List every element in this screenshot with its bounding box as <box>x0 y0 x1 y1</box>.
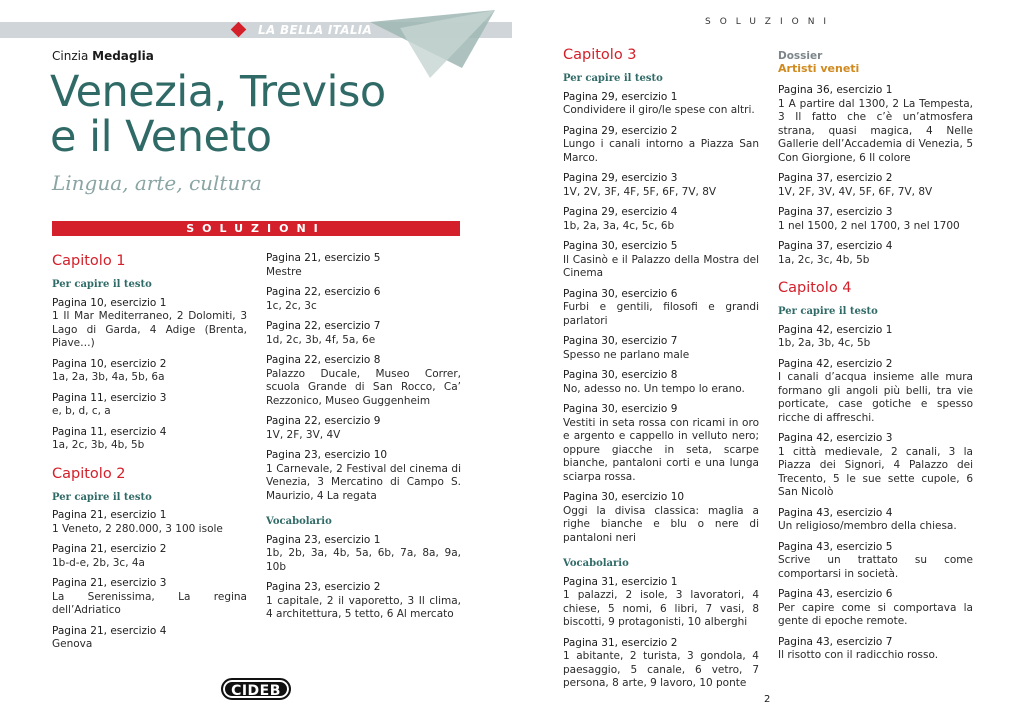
exercise-entry <box>52 297 247 351</box>
exercise-ref: Pagina 37, esercizio 4 <box>778 240 893 252</box>
exercise-answer: Per capire come si comportava la gente di epoche remote. <box>778 601 973 627</box>
exercise-answer: 1V, 2V, 3F, 4F, 5F, 6F, 7V, 8V <box>563 185 717 198</box>
exercise-entry <box>52 543 247 570</box>
exercise-answer: Scrive un trattato su come comportarsi in società. <box>778 554 973 580</box>
chapter-heading: Capitolo 1 <box>52 253 126 269</box>
exercise-answer: Mestre <box>266 265 302 278</box>
publisher-logo: CIDEB <box>221 678 291 700</box>
exercise-answer: 1d, 2c, 3b, 4f, 5a, 6e <box>266 333 376 346</box>
exercise-ref: Pagina 21, esercizio 5 <box>266 252 381 264</box>
exercise-answer: 1b-d-e, 2b, 3c, 4a <box>52 556 145 569</box>
book-subtitle: Lingua, arte, cultura <box>52 171 262 195</box>
exercise-entry <box>778 240 973 267</box>
exercise-entry <box>778 507 973 534</box>
page-number: 2 <box>764 694 771 705</box>
section-heading: Per capire il testo <box>563 73 663 84</box>
exercise-answer: Condividere il giro/le spese con altri. <box>563 104 755 116</box>
exercise-ref: Pagina 29, esercizio 2 <box>563 124 678 137</box>
exercise-answer: Spesso ne parlano male <box>563 348 690 361</box>
exercise-ref: Pagina 42, esercizio 3 <box>778 432 893 444</box>
exercise-entry <box>563 576 759 630</box>
exercise-ref: Pagina 22, esercizio 6 <box>266 286 381 298</box>
exercise-answer: Lungo i canali intorno a Piazza San Marco. <box>563 138 759 164</box>
exercise-entry <box>52 577 247 618</box>
exercise-entry <box>52 509 247 536</box>
exercise-ref: Pagina 43, esercizio 5 <box>778 540 893 553</box>
exercise-entry <box>563 125 759 166</box>
exercise-entry <box>266 581 461 622</box>
exercise-entry <box>563 206 759 233</box>
exercise-entry <box>266 286 461 313</box>
exercise-answer: 1 Il Mar Mediterraneo, 2 Dolomiti, 3 Lago di Garda, 4 Adige (Brenta, Piave…) <box>52 310 247 349</box>
exercise-entry <box>563 335 759 362</box>
exercise-entry <box>778 358 973 426</box>
exercise-ref: Pagina 29, esercizio 3 <box>563 172 678 184</box>
exercise-ref: Pagina 21, esercizio 2 <box>52 543 167 555</box>
exercise-entry <box>52 358 247 385</box>
exercise-ref: Pagina 29, esercizio 4 <box>563 206 678 218</box>
exercise-answer: 1b, 2a, 3b, 4c, 5b <box>778 337 871 349</box>
exercise-answer: 1 Carnevale, 2 Festival del cinema di Venezia, 3 Mercatino di Campo S. Maurizio, 4 La regata <box>266 462 461 502</box>
title-line-2: e il Veneto <box>50 112 272 162</box>
exercise-entry <box>52 392 247 419</box>
exercise-answer: 1 nel 1500, 2 nel 1700, 3 nel 1700 <box>778 219 960 232</box>
author-last: Medaglia <box>92 49 154 63</box>
column-3 <box>563 46 759 698</box>
exercise-answer: Furbi e gentili, filosofi e grandi parlatori <box>563 301 759 327</box>
exercise-ref: Pagina 42, esercizio 1 <box>778 323 893 336</box>
exercise-answer: 1 città medievale, 2 canali, 3 la Piazza dei Signori, 4 Palazzo dei Trecento, 5 le sue sette cupole, 6 San Nicolò <box>778 445 973 498</box>
exercise-ref: Pagina 31, esercizio 1 <box>563 575 678 588</box>
exercise-entry <box>563 403 759 484</box>
exercise-answer: Vestiti in seta rossa con ricami in oro e argento e cappello in velluto nero; oppure giacche in seta, scarpe bianche, pantaloni corti e una lunga sciarpa rossa. <box>563 416 759 483</box>
title-line-1: Venezia, Treviso <box>50 67 386 117</box>
solutions-bar: SOLUZIONI <box>52 221 460 236</box>
exercise-entry <box>563 240 759 281</box>
section-heading: Per capire il testo <box>52 491 152 503</box>
exercise-answer: 1b, 2b, 3a, 4b, 5a, 6b, 7a, 8a, 9a, 10b <box>266 547 461 573</box>
exercise-entry <box>778 541 973 582</box>
exercise-ref: Pagina 23, esercizio 1 <box>266 533 381 546</box>
exercise-ref: Pagina 36, esercizio 1 <box>778 84 893 96</box>
exercise-entry <box>778 636 973 663</box>
exercise-ref: Pagina 11, esercizio 3 <box>52 391 167 404</box>
exercise-ref: Pagina 21, esercizio 4 <box>52 624 167 637</box>
exercise-entry <box>52 625 247 652</box>
exercise-entry <box>563 637 759 691</box>
series-label: LA BELLA ITALIA <box>258 23 373 37</box>
exercise-ref: Pagina 30, esercizio 6 <box>563 287 678 300</box>
exercise-entry <box>266 449 461 503</box>
exercise-entry <box>778 84 973 165</box>
exercise-answer: No, adesso no. Un tempo lo erano. <box>563 382 745 395</box>
exercise-entry <box>266 534 461 575</box>
exercise-ref: Pagina 37, esercizio 3 <box>778 206 893 218</box>
section-heading: Vocabolario <box>266 516 332 527</box>
chapter-heading: Capitolo 3 <box>563 47 637 63</box>
exercise-entry <box>52 426 247 453</box>
exercise-entry <box>563 288 759 329</box>
exercise-ref: Pagina 30, esercizio 5 <box>563 240 678 252</box>
chapter-heading: Capitolo 4 <box>778 280 852 296</box>
exercise-answer: 1 A partire dal 1300, 2 La Tempesta, 3 Il fatto che c’è un’atmosfera strana, quasi magica, 4 Nelle Gallerie dell’Accademia di Venezia, 5 Con Giorgione, 6 Il colore <box>778 97 973 164</box>
exercise-ref: Pagina 22, esercizio 8 <box>266 354 381 366</box>
exercise-answer: 1a, 2a, 3b, 4a, 5b, 6a <box>52 371 165 383</box>
column-2 <box>266 252 461 629</box>
exercise-ref: Pagina 43, esercizio 4 <box>778 506 893 519</box>
exercise-answer: Genova <box>52 638 93 650</box>
column-4 <box>778 50 973 670</box>
exercise-ref: Pagina 11, esercizio 4 <box>52 425 167 438</box>
exercise-entry <box>563 491 759 545</box>
exercise-ref: Pagina 10, esercizio 2 <box>52 357 167 370</box>
section-heading: Per capire il testo <box>52 279 152 290</box>
exercise-entry <box>266 320 461 347</box>
exercise-entry <box>563 91 759 118</box>
exercise-answer: Il risotto con il radicchio rosso. <box>778 649 939 661</box>
exercise-answer: 1b, 2a, 3a, 4c, 5c, 6b <box>563 219 675 232</box>
author-first: Cinzia <box>52 49 89 63</box>
chapter-heading: Capitolo 2 <box>52 465 126 482</box>
exercise-entry <box>778 432 973 500</box>
exercise-ref: Pagina 43, esercizio 7 <box>778 635 893 648</box>
exercise-ref: Pagina 21, esercizio 3 <box>52 577 167 589</box>
exercise-answer: Palazzo Ducale, Museo Correr, scuola Grande di San Rocco, Ca’ Rezzonico, Museo Guggenheim <box>266 367 461 407</box>
exercise-ref: Pagina 31, esercizio 2 <box>563 636 678 649</box>
exercise-entry <box>266 415 461 442</box>
exercise-entry <box>563 369 759 396</box>
section-heading: Per capire il testo <box>778 306 878 317</box>
exercise-ref: Pagina 30, esercizio 10 <box>563 491 685 503</box>
exercise-ref: Pagina 30, esercizio 7 <box>563 335 678 347</box>
exercise-ref: Pagina 22, esercizio 9 <box>266 415 381 427</box>
exercise-ref: Pagina 23, esercizio 10 <box>266 449 388 461</box>
exercise-answer: 1a, 2c, 3c, 4b, 5b <box>778 253 870 266</box>
exercise-entry <box>266 354 461 408</box>
exercise-entry <box>778 206 973 233</box>
exercise-answer: e, b, d, c, a <box>52 405 111 417</box>
exercise-ref: Pagina 37, esercizio 2 <box>778 172 893 184</box>
exercise-entry <box>563 172 759 199</box>
author <box>52 49 154 63</box>
exercise-answer: La Serenissima, La regina dell’Adriatico <box>52 590 247 616</box>
exercise-ref: Pagina 30, esercizio 9 <box>563 403 678 415</box>
section-heading: Vocabolario <box>563 558 629 569</box>
exercise-ref: Pagina 43, esercizio 6 <box>778 588 893 600</box>
exercise-entry <box>266 252 461 279</box>
exercise-answer: 1 Veneto, 2 280.000, 3 100 isole <box>52 522 223 535</box>
exercise-answer: Oggi la divisa classica: maglia a righe bianche e blu o nere di pantaloni neri <box>563 504 759 544</box>
exercise-ref: Pagina 10, esercizio 1 <box>52 296 167 309</box>
exercise-entry <box>778 324 973 351</box>
running-header: SOLUZIONI <box>705 17 836 27</box>
exercise-answer: 1c, 2c, 3c <box>266 299 317 312</box>
exercise-ref: Pagina 23, esercizio 2 <box>266 581 381 593</box>
exercise-answer: I canali d’acqua insieme alle mura formano gli angoli più belli, tra vie porticate, case gotiche e spesso ricche di affreschi. <box>778 371 973 424</box>
exercise-answer: 1 capitale, 2 il vaporetto, 3 Il clima, 4 architettura, 5 tetto, 6 Al mercato <box>266 594 461 620</box>
book-title <box>50 67 386 162</box>
decorative-shards-icon <box>370 8 500 78</box>
exercise-answer: 1 palazzi, 2 isole, 3 lavoratori, 4 chiese, 5 nomi, 6 libri, 7 vasi, 8 biscotti, 9 protagonisti, 10 alberghi <box>563 589 759 628</box>
dossier-subtitle: Artisti veneti <box>778 62 860 75</box>
exercise-ref: Pagina 21, esercizio 1 <box>52 509 167 521</box>
exercise-answer: Un religioso/membro della chiesa. <box>778 520 957 532</box>
column-1 <box>52 252 247 659</box>
exercise-answer: 1V, 2F, 3V, 4V <box>266 428 341 441</box>
exercise-answer: Il Casinò e il Palazzo della Mostra del Cinema <box>563 253 759 279</box>
exercise-entry <box>778 588 973 629</box>
exercise-entry <box>778 172 973 199</box>
exercise-ref: Pagina 42, esercizio 2 <box>778 357 893 370</box>
exercise-answer: 1 abitante, 2 turista, 3 gondola, 4 paesaggio, 5 canale, 6 vetro, 7 persona, 8 arte, 9 lavoro, 10 ponte <box>563 650 759 689</box>
exercise-ref: Pagina 30, esercizio 8 <box>563 369 678 381</box>
exercise-ref: Pagina 29, esercizio 1 <box>563 90 678 103</box>
dossier-label: Dossier <box>778 50 823 62</box>
exercise-answer: 1a, 2c, 3b, 4b, 5b <box>52 439 145 451</box>
exercise-ref: Pagina 22, esercizio 7 <box>266 320 381 332</box>
exercise-answer: 1V, 2F, 3V, 4V, 5F, 6F, 7V, 8V <box>778 185 933 198</box>
